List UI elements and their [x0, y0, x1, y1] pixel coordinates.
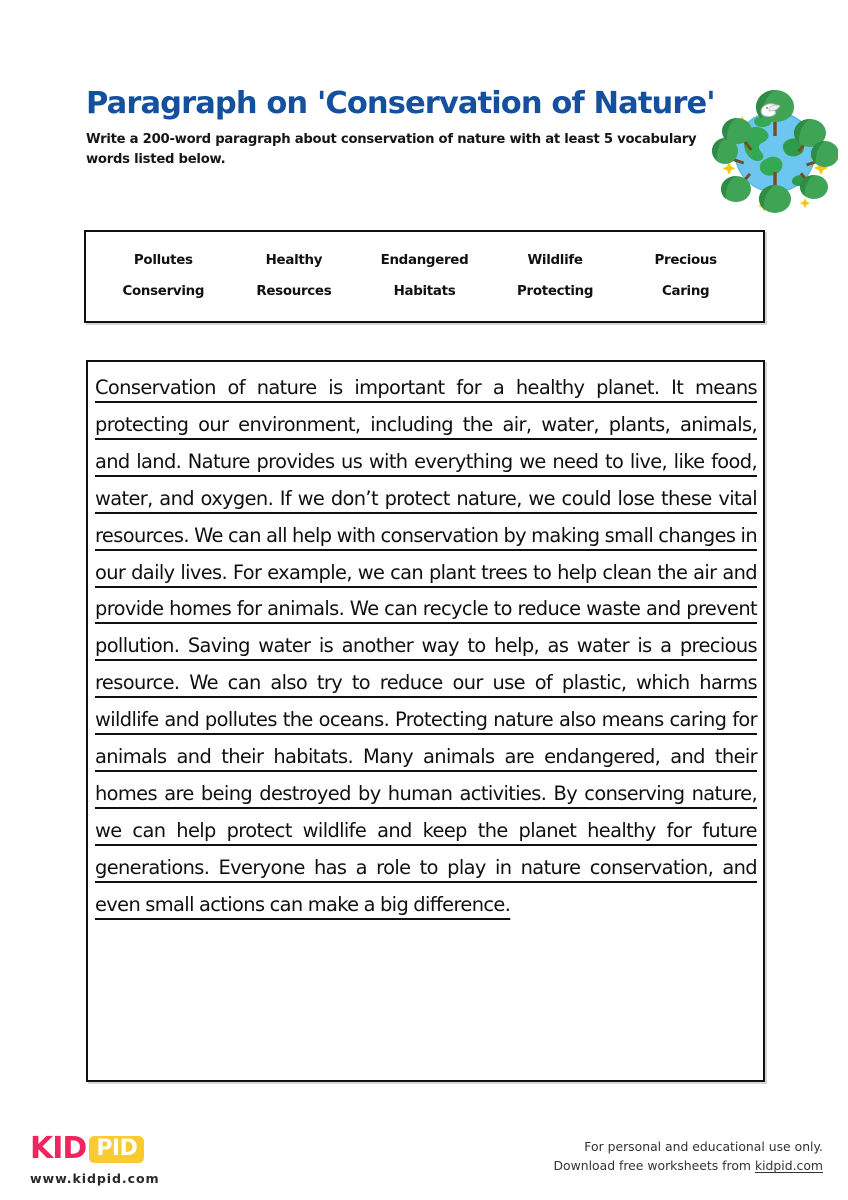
- logo-kid-text: KID: [30, 1131, 87, 1166]
- vocabulary-word: Pollutes: [133, 252, 193, 268]
- footer-note-line-1: For personal and educational use only.: [584, 1139, 823, 1154]
- vocabulary-word: Endangered: [380, 252, 469, 268]
- worksheet-header: [86, 88, 776, 218]
- earth-with-trees-icon: [712, 84, 838, 216]
- logo-website-url: www.kidpid.com: [30, 1171, 160, 1186]
- kidpid-logo: [30, 1133, 220, 1186]
- kidpid-link[interactable]: kidpid.com: [754, 1158, 823, 1174]
- footer-usage-note: [403, 1137, 823, 1175]
- vocabulary-word: Wildlife: [527, 252, 583, 268]
- vocabulary-word: Protecting: [517, 283, 594, 299]
- vocabulary-word: Precious: [654, 252, 717, 268]
- logo-pid-badge: PID: [89, 1136, 144, 1163]
- paragraph-answer-text: Conservation of nature is important for a healthy planet. It means protecting our environment, including the air, water, plants, animals, and land. Nature provides us with everything we need to live, like food, water, and oxygen. If we don’t protect nature, we could lose these vital resources. We can all help with conservation by making small changes in our daily lives. For example, we can plant trees to help clean the air and provide homes for animals. We can recycle to reduce waste and prevent pollution. Saving water is another way to help, as water is a precious resource. We can also try to reduce our use of plastic, which harms wildlife and pollutes the oceans. Protecting nature also means caring for animals and their habitats. Many animals are endangered, and their homes are being destroyed by human activities. By conserving nature, we can help protect wildlife and keep the planet healthy for future generations. Everyone has a role to play in nature conservation, and even small actions can make a big difference.: [95, 376, 757, 916]
- logo-wordmark: [30, 1133, 220, 1165]
- page-title: Paragraph on 'Conservation of Nature': [86, 86, 715, 121]
- vocabulary-word: Caring: [661, 283, 710, 299]
- footer-note-prefix: Download free worksheets from: [553, 1158, 755, 1174]
- vocabulary-word: Healthy: [265, 252, 323, 268]
- paragraph-answer-box[interactable]: [86, 360, 765, 1082]
- vocabulary-row: [98, 284, 751, 299]
- worksheet-instructions: Write a 200-word paragraph about conservation of nature with at least 5 vocabulary words listed below.: [86, 132, 697, 168]
- vocabulary-row: [98, 253, 751, 268]
- footer-note-line-2: [403, 1156, 823, 1175]
- vocabulary-word: Habitats: [393, 283, 456, 299]
- vocabulary-word: Conserving: [122, 283, 205, 299]
- vocabulary-word-bank: [84, 230, 765, 323]
- vocabulary-word: Resources: [256, 283, 332, 299]
